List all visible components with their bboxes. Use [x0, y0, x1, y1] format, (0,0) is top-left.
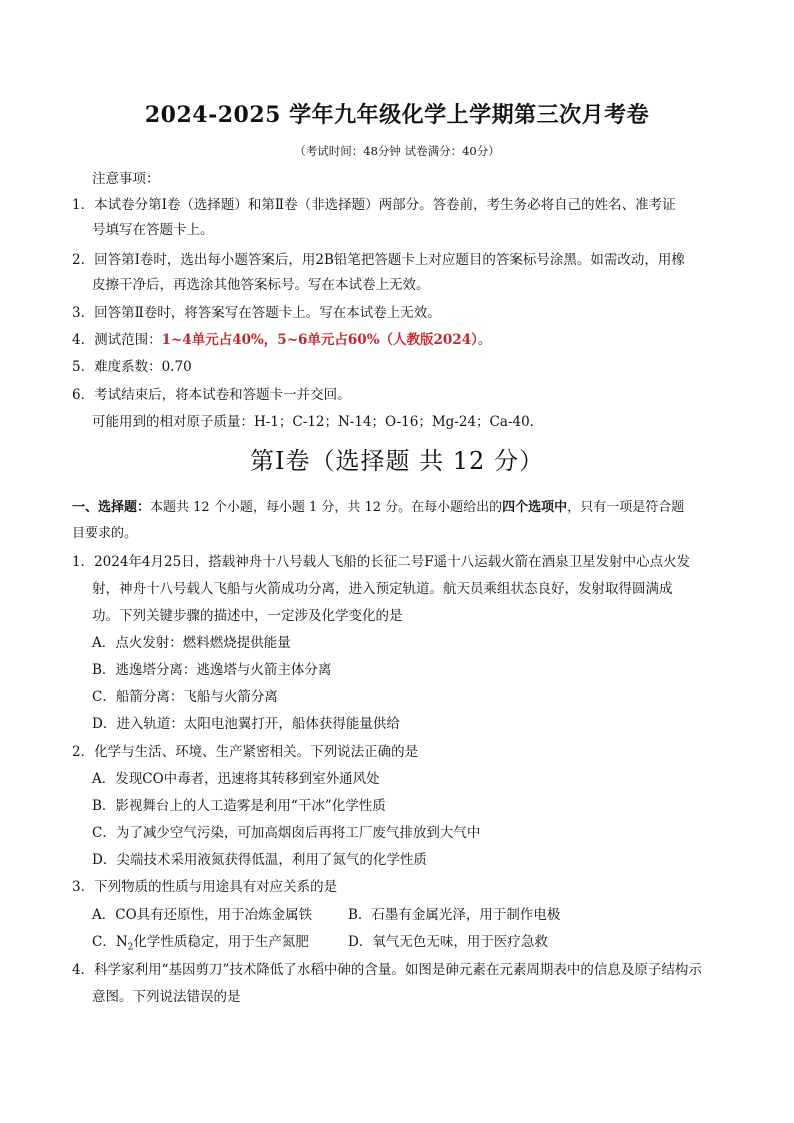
question-text: 科学家利用“基因剪刀”技术降低了水稻中砷的含量。如图是砷元素在元素周期表中的信息及原子结构示 [94, 962, 702, 978]
intro-label: 一、选择题： [72, 500, 151, 515]
question-4-stem-cont: 意图。下列说法错误的是 [92, 989, 241, 1005]
question-2-option-d: D．尖端技术采用液氮获得低温，利用了氮气的化学性质 [92, 852, 427, 868]
question-text: 化学与生活、环境、生产紧密相关。下列说法正确的是 [94, 744, 419, 760]
question-2-option-b: B．影视舞台上的人工造雾是利用“干冰”化学性质 [92, 798, 386, 814]
question-3-option-d: D．氧气无色无味，用于医疗急救 [348, 934, 548, 950]
note-item-1 [72, 196, 676, 214]
exam-title: 2024-2025 学年九年级化学上学期第三次月考卷 [144, 102, 650, 128]
question-1-option-b: B．逃逸塔分离：逃逸塔与火箭主体分离 [92, 662, 332, 678]
note-item-2-cont: 皮擦干净后，再选涂其他答案标号。写在本试卷上无效。 [92, 277, 430, 293]
question-number: 3． [72, 879, 95, 895]
note-item-1-cont: 号填写在答题卡上。 [92, 222, 214, 238]
question-2-option-a: A．发现CO中毒者，迅速将其转移到室外通风处 [92, 771, 380, 787]
note-text: 回答第Ⅱ卷时，将答案写在答题卡上。写在本试卷上无效。 [94, 305, 441, 321]
question-1-stem-cont: 功。下列关键步骤的描述中，一定涉及化学变化的是 [92, 608, 403, 624]
question-4-stem [72, 961, 702, 979]
note-number: 6． [72, 387, 95, 403]
note-item-3 [72, 304, 441, 322]
note-item-4 [72, 331, 491, 349]
note-text: 难度系数：0.70 [94, 359, 192, 375]
option-c-prefix: C．N [92, 934, 128, 950]
option-c-text: 化学性质稳定，用于生产氮肥 [133, 934, 309, 950]
note-item-5 [72, 358, 192, 376]
section-intro [72, 499, 684, 517]
option-c-subscript: 2 [127, 942, 134, 953]
atomic-mass-note: 可能用到的相对原子质量：H-1；C-12；N-14；O-16；Mg-24；Ca-40. [92, 414, 534, 430]
notes-heading: 注意事项： [92, 171, 160, 187]
question-2-stem [72, 743, 418, 761]
question-1-option-d: D．进入轨道：太阳电池翼打开，船体获得能量供给 [92, 716, 400, 732]
question-number: 4． [72, 962, 95, 978]
note-number: 4． [72, 332, 95, 348]
note-number: 5． [72, 359, 95, 375]
question-3-option-c [92, 933, 309, 957]
note-item-6 [72, 386, 351, 404]
question-number: 2． [72, 744, 95, 760]
note-number: 3． [72, 305, 95, 321]
question-text: 2024年4月25日，搭载神舟十八号载人飞船的长征二号F遥十八运载火箭在酒泉卫星发射中心点火发 [94, 554, 691, 570]
test-scope-highlight: 1~4单元占40%，5~6单元占60%（人教版2024） [161, 332, 478, 348]
question-number: 1． [72, 554, 95, 570]
question-3-option-a: A．CO具有还原性，用于冶炼金属铁 [92, 907, 313, 923]
intro-emphasis: 四个选项中 [502, 500, 568, 515]
question-1-option-a: A．点火发射：燃料燃烧提供能量 [92, 635, 291, 651]
question-3-stem [72, 878, 337, 896]
question-text: 下列物质的性质与用途具有对应关系的是 [94, 879, 338, 895]
note-number: 1． [72, 197, 95, 213]
intro-text: 本题共 12 个小题，每小题 1 分，共 12 分。在每小题给出的 [150, 500, 503, 515]
intro-text-2: ，只有一项是符合题 [567, 500, 685, 515]
section-title: 第Ⅰ卷（选择题 共 12 分） [250, 447, 544, 475]
section-intro-cont: 目要求的。 [72, 526, 138, 541]
question-2-option-c: C．为了减少空气污染，可加高烟囱后再将工厂废气排放到大气中 [92, 825, 481, 841]
note-text: 本试卷分第Ⅰ卷（选择题）和第Ⅱ卷（非选择题）两部分。答卷前，考生务必将自己的姓名、准考证 [94, 197, 676, 213]
note-number: 2． [72, 252, 95, 268]
note-text: 回答第Ⅰ卷时，选出每小题答案后，用2B铅笔把答题卡上对应题目的答案标号涂黑。如需改动，用橡 [94, 252, 685, 268]
exam-subtitle: （考试时间：48分钟 试卷满分：40分） [294, 144, 500, 158]
note-item-2 [72, 251, 685, 269]
note-text-suffix: 。 [477, 332, 492, 348]
note-text: 考试结束后，将本试卷和答题卡一并交回。 [94, 387, 351, 403]
question-3-option-b: B．石墨有金属光泽，用于制作电极 [348, 907, 561, 923]
question-1-option-c: C．船箭分离：飞船与火箭分离 [92, 689, 278, 705]
question-1-stem [72, 553, 690, 571]
note-text: 测试范围： [94, 332, 162, 348]
question-1-stem-cont: 射，神舟十八号载人飞船与火箭成功分离，进入预定轨道。航天员乘组状态良好，发射取得圆满成 [92, 581, 673, 597]
